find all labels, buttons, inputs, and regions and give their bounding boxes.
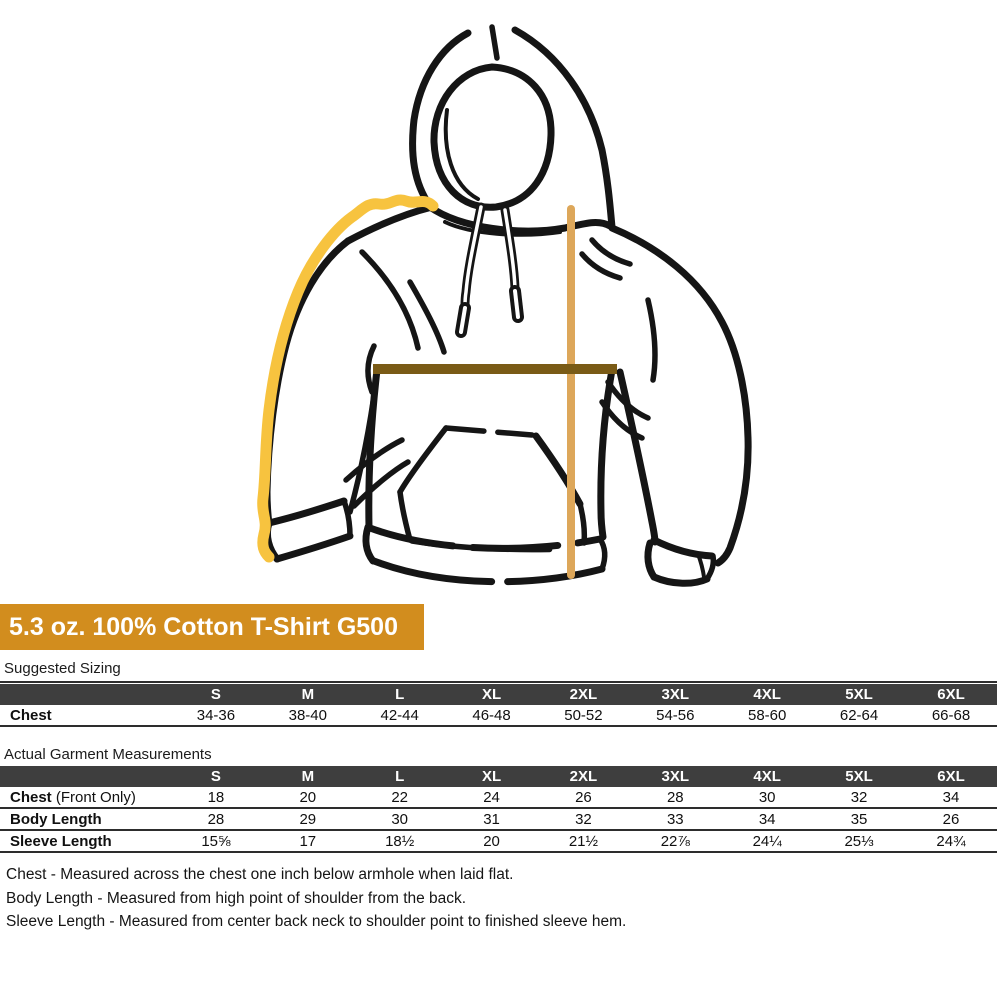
- garment-measurements-cell: 32: [538, 808, 630, 830]
- garment-measurements-cell: 30: [721, 787, 813, 808]
- garment-measurements: [0, 766, 997, 853]
- garment-measurements-cell: 15⅝: [170, 830, 262, 852]
- garment-measurements-cell: 34: [905, 787, 997, 808]
- suggested-sizing-row-label: Chest: [0, 705, 170, 726]
- garment-measurements-cell: 24: [446, 787, 538, 808]
- garment-measurements-col-6xl: 6XL: [905, 766, 997, 787]
- garment-measurements-cell: 31: [446, 808, 538, 830]
- suggested-sizing-col-l: L: [354, 684, 446, 705]
- garment-measurements-row-label: Body Length: [0, 808, 170, 830]
- suggested-sizing-cell: 50-52: [538, 705, 630, 726]
- suggested-sizing-cell: 42-44: [354, 705, 446, 726]
- garment-measurements-cell: 28: [170, 808, 262, 830]
- product-banner: 5.3 oz. 100% Cotton T-Shirt G500: [0, 604, 424, 650]
- garment-measurements-row-label: Chest (Front Only): [0, 787, 170, 808]
- suggested-sizing-col-6xl: 6XL: [905, 684, 997, 705]
- suggested-sizing-table: [0, 684, 997, 727]
- suggested-sizing-col-4xl: 4XL: [721, 684, 813, 705]
- garment-measurements-col-2xl: 2XL: [538, 766, 630, 787]
- garment-measurements-cell: 24¾: [905, 830, 997, 852]
- garment-measurements-cell: 26: [905, 808, 997, 830]
- garment-measurements-row: [0, 830, 997, 852]
- garment-measurements-cell: 25⅓: [813, 830, 905, 852]
- garment-measurements-header-spacer: [0, 766, 170, 787]
- garment-measurements-row: [0, 808, 997, 830]
- garment-measurements-cell: 33: [629, 808, 721, 830]
- suggested-sizing-cell: 38-40: [262, 705, 354, 726]
- garment-measurements-cell: 22⅞: [629, 830, 721, 852]
- garment-measurements-cell: 34: [721, 808, 813, 830]
- suggested-sizing-row: [0, 705, 997, 726]
- suggested-sizing-col-2xl: 2XL: [538, 684, 630, 705]
- suggested-sizing-cell: 54-56: [629, 705, 721, 726]
- suggested-sizing-col-m: M: [262, 684, 354, 705]
- garment-measurements-cell: 18: [170, 787, 262, 808]
- garment-measurements-cell: 20: [446, 830, 538, 852]
- garment-measurements-row: [0, 787, 997, 808]
- garment-measurements-cell: 22: [354, 787, 446, 808]
- garment-measurements-cell: 24¼: [721, 830, 813, 852]
- garment-measurements-col-4xl: 4XL: [721, 766, 813, 787]
- garment-measurements-cell: 18½: [354, 830, 446, 852]
- measurement-notes: [6, 863, 706, 934]
- suggested-sizing-cell: 34-36: [170, 705, 262, 726]
- garment-measurements-row-label: Sleeve Length: [0, 830, 170, 852]
- suggested-sizing-cell: 62-64: [813, 705, 905, 726]
- garment-measurements-cell: 17: [262, 830, 354, 852]
- garment-measurements-cell: 20: [262, 787, 354, 808]
- suggested-sizing-col-s: S: [170, 684, 262, 705]
- garment-measurements-cell: 26: [538, 787, 630, 808]
- suggested-sizing-title: Suggested Sizing: [0, 660, 997, 683]
- sleeve-length-measure-line: [263, 200, 433, 557]
- garment-measurements-cell: 21½: [538, 830, 630, 852]
- measurement-note: Body Length - Measured from high point of shoulder from the back.: [6, 889, 467, 907]
- measurement-note: Sleeve Length - Measured from center back neck to shoulder point to finished sleeve hem.: [6, 913, 627, 930]
- suggested-sizing: [0, 684, 997, 727]
- garment-measurements-col-xl: XL: [446, 766, 538, 787]
- garment-measurements-col-s: S: [170, 766, 262, 787]
- suggested-sizing-col-3xl: 3XL: [629, 684, 721, 705]
- garment-measurements-cell: 35: [813, 808, 905, 830]
- garment-measurements-col-3xl: 3XL: [629, 766, 721, 787]
- suggested-sizing-cell: 46-48: [446, 705, 538, 726]
- garment-measurements-title: Actual Garment Measurements: [0, 746, 997, 769]
- suggested-sizing-cell: 58-60: [721, 705, 813, 726]
- suggested-sizing-col-5xl: 5XL: [813, 684, 905, 705]
- garment-measurements-cell: 32: [813, 787, 905, 808]
- garment-measurements-cell: 30: [354, 808, 446, 830]
- garment-measurements-cell: 28: [629, 787, 721, 808]
- suggested-sizing-header-spacer: [0, 684, 170, 705]
- measurement-note: Chest - Measured across the chest one inch below armhole when laid flat.: [6, 866, 514, 883]
- suggested-sizing-cell: 66-68: [905, 705, 997, 726]
- suggested-sizing-col-xl: XL: [446, 684, 538, 705]
- garment-measurements-col-5xl: 5XL: [813, 766, 905, 787]
- garment-measurements-col-m: M: [262, 766, 354, 787]
- garment-measurements-col-l: L: [354, 766, 446, 787]
- garment-measurements-table: [0, 766, 997, 853]
- hoodie-outline: [267, 27, 748, 583]
- garment-measurements-cell: 29: [262, 808, 354, 830]
